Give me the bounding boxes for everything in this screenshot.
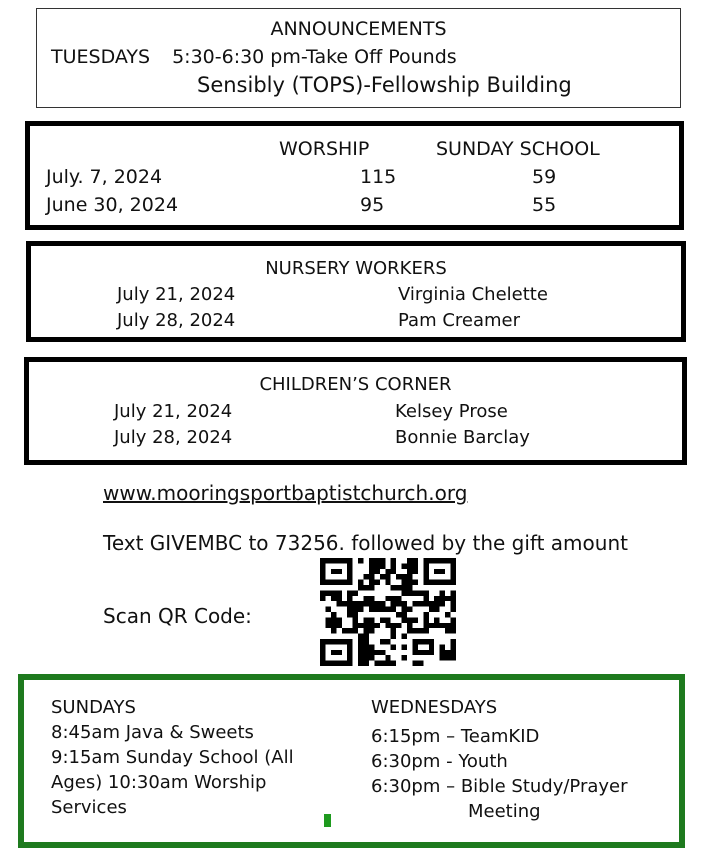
childrens-date-1: July 21, 2024 bbox=[114, 401, 233, 422]
weekly-schedule-box bbox=[18, 674, 685, 848]
wednesday-item-1: 6:15pm – TeamKID bbox=[371, 726, 540, 747]
church-website-link[interactable]: www.mooringsportbaptistchurch.org bbox=[103, 481, 468, 505]
childrens-corner-box bbox=[24, 357, 687, 465]
childrens-name-2: Bonnie Barclay bbox=[395, 427, 530, 448]
attendance-date-2: June 30, 2024 bbox=[46, 194, 179, 216]
childrens-name-1: Kelsey Prose bbox=[395, 401, 508, 422]
wednesdays-heading: WEDNESDAYS bbox=[371, 697, 498, 718]
childrens-corner-heading: CHILDREN’S CORNER bbox=[259, 374, 452, 395]
sunday-item-1: 8:45am Java & Sweets bbox=[51, 722, 254, 743]
text-to-give-instructions: Text GIVEMBC to 73256. followed by the gift amount bbox=[103, 531, 628, 555]
announcements-heading: ANNOUNCEMENTS bbox=[270, 18, 447, 40]
wednesday-item-4: Meeting bbox=[468, 801, 541, 822]
nursery-workers-box bbox=[26, 241, 686, 342]
scan-qr-label: Scan QR Code: bbox=[103, 604, 252, 628]
nursery-date-2: July 28, 2024 bbox=[117, 310, 236, 331]
green-mark bbox=[324, 814, 331, 827]
announcements-day: TUESDAYS bbox=[51, 46, 151, 68]
nursery-name-1: Virginia Chelette bbox=[398, 284, 548, 305]
attendance-date-1: July. 7, 2024 bbox=[46, 166, 163, 188]
sunday-item-2: 9:15am Sunday School (All bbox=[51, 747, 294, 768]
announcements-text-2: Sensibly (TOPS)-Fellowship Building bbox=[197, 73, 572, 97]
childrens-date-2: July 28, 2024 bbox=[114, 427, 233, 448]
announcements-box bbox=[36, 8, 681, 108]
wednesday-item-3: 6:30pm – Bible Study/Prayer bbox=[371, 776, 628, 797]
attendance-sunday-school-2: 55 bbox=[532, 194, 557, 216]
nursery-heading: NURSERY WORKERS bbox=[265, 258, 447, 279]
sunday-item-3: Ages) 10:30am Worship bbox=[51, 772, 267, 793]
attendance-box bbox=[25, 121, 684, 230]
sunday-item-4: Services bbox=[51, 797, 127, 818]
worship-column-header: WORSHIP bbox=[279, 138, 370, 160]
qr-code[interactable] bbox=[320, 558, 456, 666]
wednesday-item-2: 6:30pm - Youth bbox=[371, 751, 508, 772]
nursery-date-1: July 21, 2024 bbox=[117, 284, 236, 305]
announcements-text-1: 5:30-6:30 pm-Take Off Pounds bbox=[172, 46, 457, 68]
attendance-worship-2: 95 bbox=[360, 194, 385, 216]
attendance-sunday-school-1: 59 bbox=[532, 166, 557, 188]
sundays-heading: SUNDAYS bbox=[51, 697, 136, 718]
nursery-name-2: Pam Creamer bbox=[398, 310, 521, 331]
announcements-line-1 bbox=[51, 46, 457, 68]
sunday-school-column-header: SUNDAY SCHOOL bbox=[436, 138, 600, 160]
attendance-worship-1: 115 bbox=[360, 166, 397, 188]
